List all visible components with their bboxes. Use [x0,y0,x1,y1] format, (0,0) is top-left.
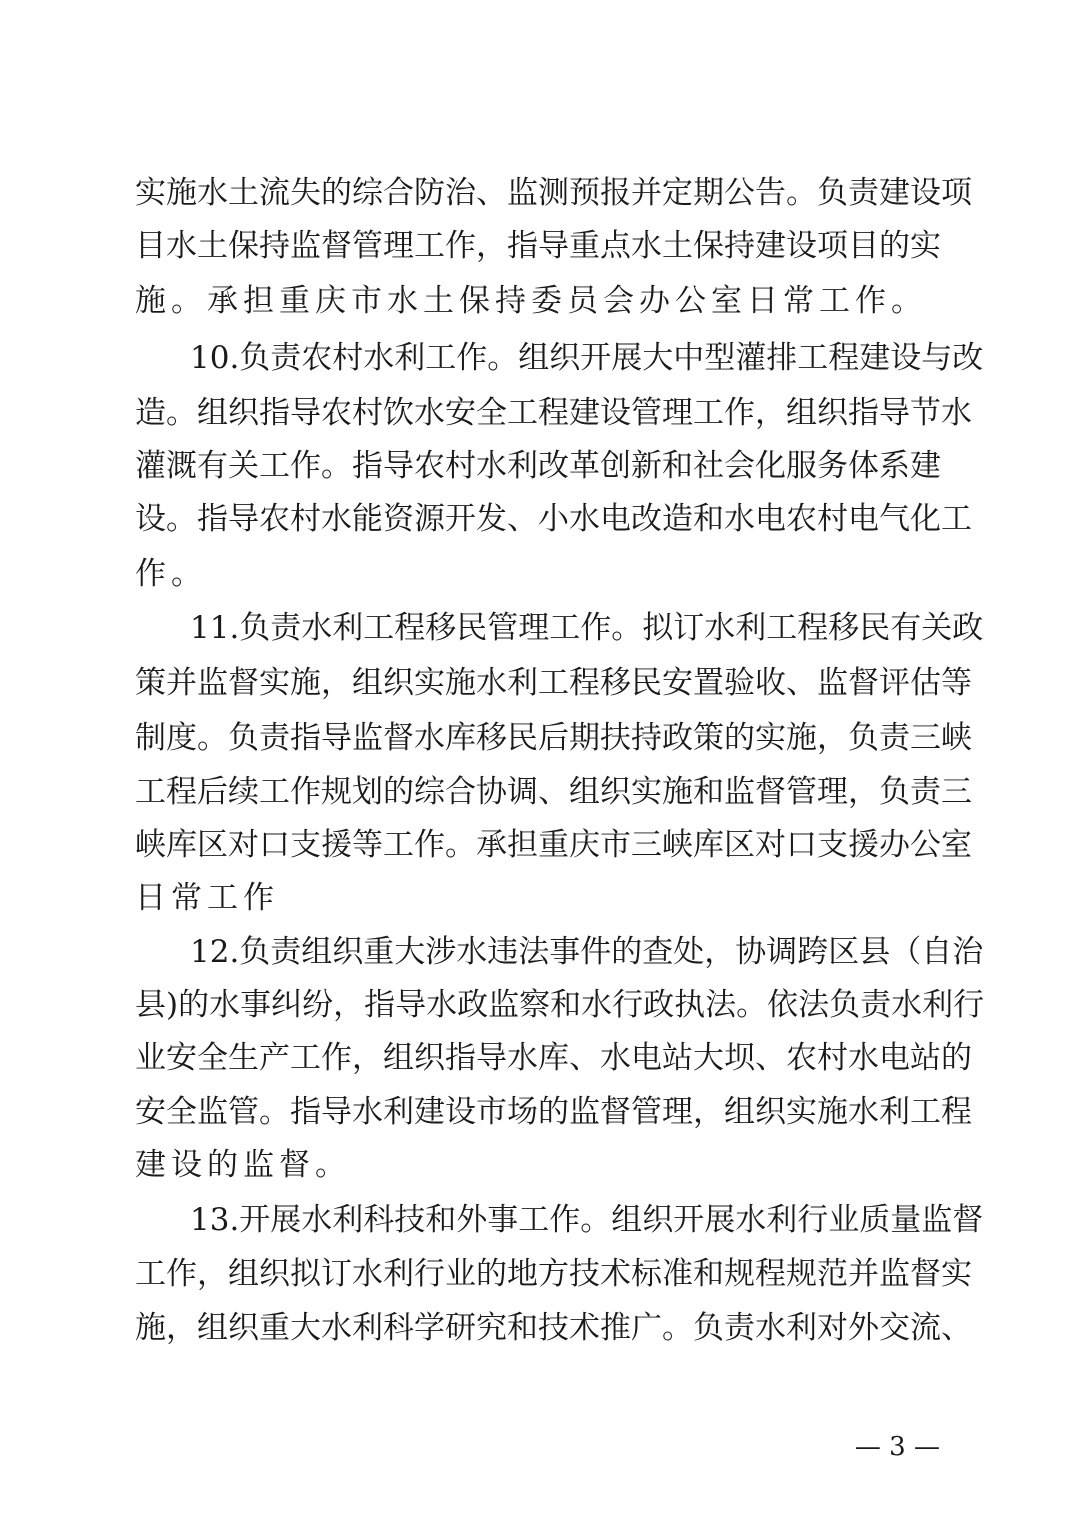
paragraph-line: 峡库区对口支援等工作。承担重庆市三峡库区对口支援办公室 [135,827,972,863]
paragraph-line: 制度。负责指导监督水库移民后期扶持政策的实施，负责三峡 [135,720,972,756]
paragraph-line: 县)的水事纠纷，指导水政监察和水行政执法。依法负责水利行 [135,987,985,1023]
paragraph-line: 实施水土流失的综合防治、监测预报并定期公告。负责建设项 [135,175,972,211]
paragraph-line: 施。承担重庆市水土保持委员会办公室日常工作。 [135,283,927,319]
paragraph-line: 作。 [135,556,207,592]
paragraph-line: 设。指导农村水能资源开发、小水电改造和水电农村电气化工 [135,501,972,537]
paragraph-line: 建设的监督。 [135,1147,351,1183]
paragraph-line: 目水土保持监督管理工作，指导重点水土保持建设项目的实 [135,228,941,264]
paragraph-first-line: 11.负责水利工程移民管理工作。拟订水利工程移民有关政 [190,610,984,646]
paragraph-line: 工作，组织拟订水利行业的地方技术标准和规程规范并监督实 [135,1256,972,1292]
paragraph-first-line: 10.负责农村水利工作。组织开展大中型灌排工程建设与改 [190,340,984,376]
page-number: — 3 — [854,1432,940,1462]
paragraph-first-line: 12.负责组织重大涉水违法事件的查处，协调跨区县（自治 [190,934,984,970]
paragraph-line: 业安全生产工作，组织指导水库、水电站大坝、农村水电站的 [135,1040,972,1076]
paragraph-line: 安全监管。指导水利建设市场的监督管理，组织实施水利工程 [135,1094,972,1130]
paragraph-line: 策并监督实施，组织实施水利工程移民安置验收、监督评估等 [135,665,972,701]
paragraph-line: 灌溉有关工作。指导农村水利改革创新和社会化服务体系建 [135,448,941,484]
paragraph-line: 工程后续工作规划的综合协调、组织实施和监督管理，负责三 [135,774,972,810]
paragraph-first-line: 13.开展水利科技和外事工作。组织开展水利行业质量监督 [190,1202,984,1238]
paragraph-line: 施，组织重大水利科学研究和技术推广。负责水利对外交流、 [135,1310,972,1346]
paragraph-line: 日常工作 [135,880,279,916]
paragraph-line: 造。组织指导农村饮水安全工程建设管理工作，组织指导节水 [135,395,972,431]
